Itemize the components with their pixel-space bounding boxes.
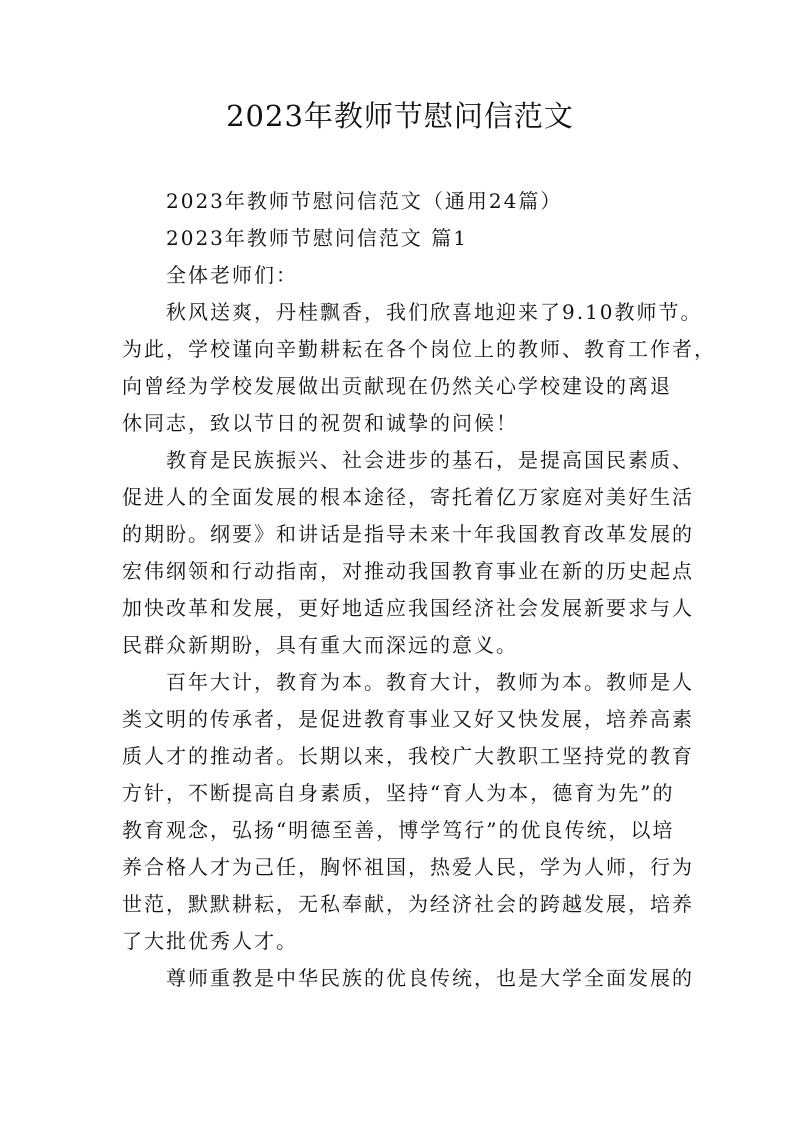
paragraph-line: 教育观念，弘扬“明德至善，博学笃行”的优良传统，以培: [122, 818, 675, 842]
paragraph-line: 为此，学校谨向辛勤耕耘在各个岗位上的教师、教育工作者，: [122, 337, 716, 361]
paragraph-first-line: 2023年教师节慰问信范文（通用24篇）: [166, 189, 563, 213]
paragraph-line: 养合格人才为己任，胸怀祖国，热爱人民，学为人师，行为: [122, 855, 694, 879]
paragraph-line: 了大批优秀人才。: [122, 929, 298, 953]
document-title: 2023年教师节慰问信范文: [226, 99, 574, 133]
paragraph-first-line: 教育是民族振兴、社会进步的基石，是提高国民素质、: [166, 448, 694, 472]
paragraph-first-line: 百年大计，教育为本。教育大计，教师为本。教师是人: [166, 670, 694, 694]
paragraph-first-line: 全体老师们：: [166, 263, 298, 287]
paragraph-line: 类文明的传承者，是促进教育事业又好又快发展，培养高素: [122, 707, 694, 731]
paragraph-line: 加快改革和发展，更好地适应我国经济社会发展新要求与人: [122, 596, 694, 620]
paragraph-line: 方针，不断提高自身素质，坚持“育人为本，德育为先”的: [122, 781, 675, 805]
paragraph-line: 质人才的推动者。长期以来，我校广大教职工坚持党的教育: [122, 744, 694, 768]
paragraph-line: 休同志，致以节日的祝贺和诚挚的问候！: [122, 411, 518, 435]
paragraph-line: 民群众新期盼，具有重大而深远的意义。: [122, 633, 518, 657]
paragraph-line: 宏伟纲领和行动指南，对推动我国教育事业在新的历史起点: [122, 559, 694, 583]
paragraph-first-line: 尊师重教是中华民族的优良传统，也是大学全面发展的: [166, 966, 694, 990]
paragraph-line: 的期盼。纲要》和讲话是指导未来十年我国教育改革发展的: [122, 522, 694, 546]
paragraph-line: 向曾经为学校发展做出贡献现在仍然关心学校建设的离退: [122, 374, 672, 398]
document-body: [122, 183, 716, 997]
paragraph-first-line: 秋风送爽，丹桂飘香，我们欣喜地迎来了9.10教师节。: [166, 300, 703, 324]
paragraph-line: 促进人的全面发展的根本途径，寄托着亿万家庭对美好生活: [122, 485, 694, 509]
paragraph-line: 世范，默默耕耘，无私奉献，为经济社会的跨越发展，培养: [122, 892, 694, 916]
paragraph-first-line: 2023年教师节慰问信范文 篇1: [166, 226, 468, 250]
